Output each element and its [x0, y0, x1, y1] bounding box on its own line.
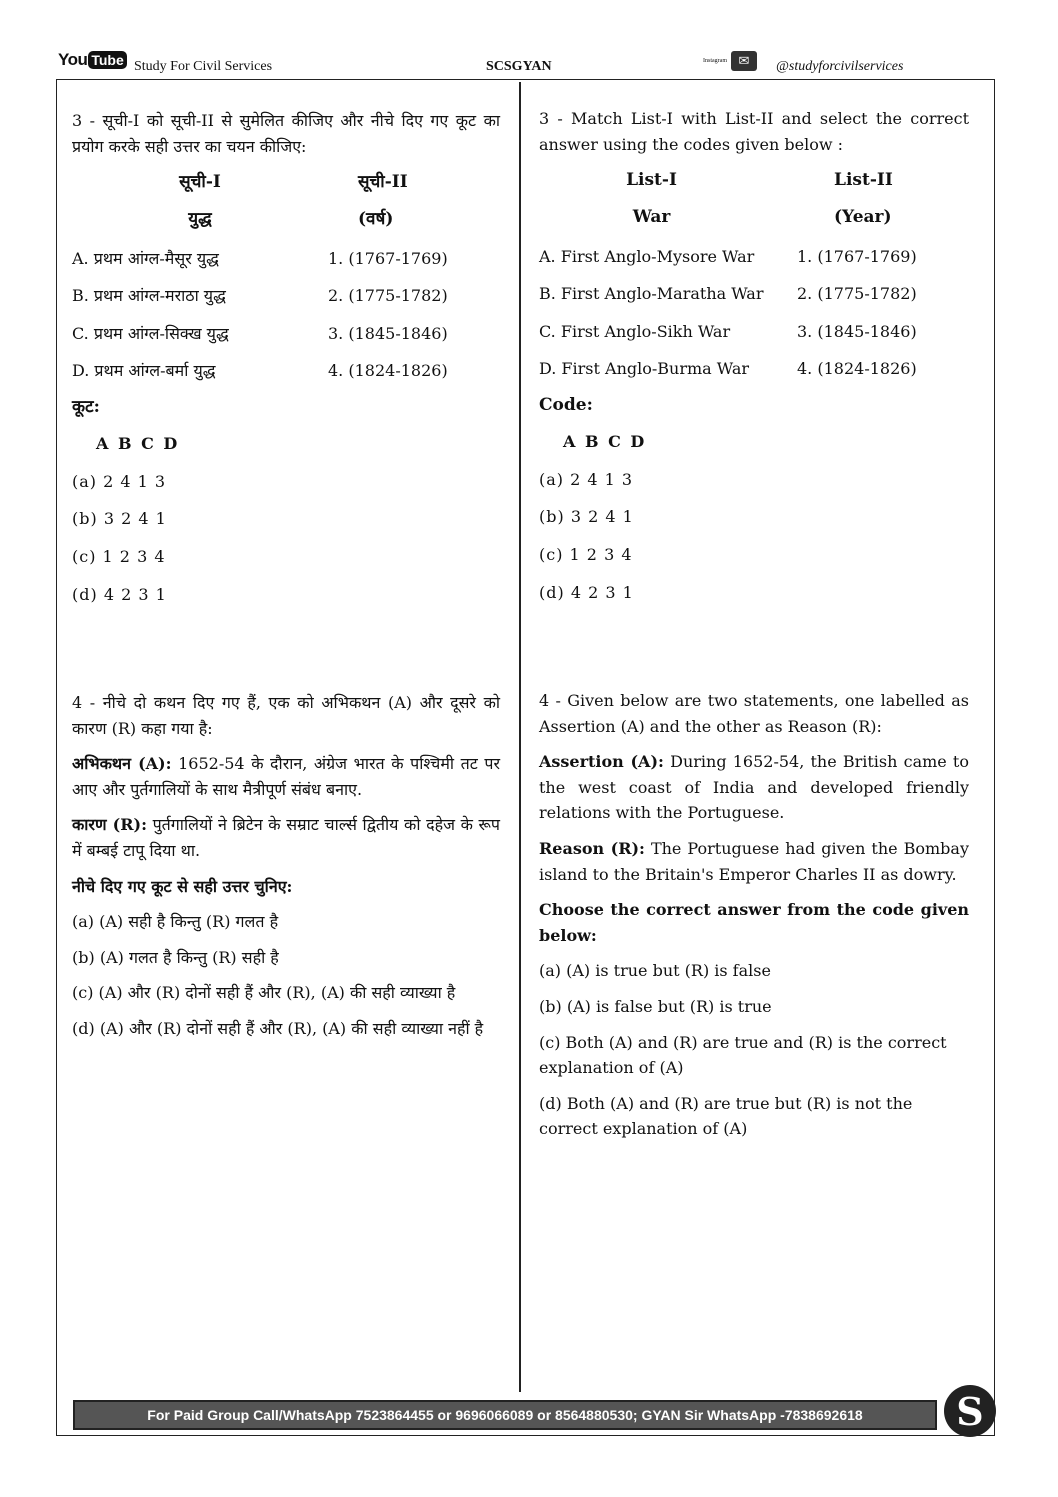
answer-option: (a) (A) is true but (R) is false [539, 961, 771, 981]
answer-option: (d) 4 2 3 1 [539, 582, 634, 602]
list1-item: C. First Anglo-Sikh War [539, 321, 731, 341]
answer-option: (d) 4 2 3 1 [72, 584, 167, 604]
reason-label: कारण (R): [72, 815, 147, 835]
question-intro: 3 - Match List-I with List-II and select the correct answer using the codes given below : [539, 109, 969, 154]
answer-option: (c) (A) और (R) दोनों सही हैं और (R), (A) की सही व्याख्या है [72, 983, 456, 1003]
youtube-logo [58, 50, 127, 70]
choose-instruction: Choose the correct answer from the code given below: [539, 900, 969, 945]
code-label: Code: [539, 394, 593, 415]
answer-option: (b) 3 2 4 1 [72, 509, 167, 529]
instagram-label: Instagram [703, 58, 727, 64]
reason-body: The Portuguese had given the Bombay island to the Britain's Emperor Charles II as dowry. [539, 838, 969, 884]
list-row [72, 358, 500, 384]
answer-option: (c) 1 2 3 4 [539, 544, 633, 564]
code-label: कूट: [72, 396, 100, 417]
reason-text [72, 812, 500, 863]
assertion-text [539, 749, 969, 826]
answer-option: (b) 3 2 4 1 [539, 507, 634, 527]
answer-option: (b) (A) is false but (R) is true [539, 996, 772, 1016]
answer-option: (d) Both (A) and (R) are true but (R) is not the correct explanation of (A) [539, 1093, 913, 1139]
list2-item: 4. (1824-1826) [797, 359, 917, 379]
page-header [58, 50, 998, 78]
list-row [539, 244, 969, 270]
list2-item: 3. (1845-1846) [328, 323, 448, 343]
right-q4 [539, 688, 969, 1142]
instagram-icon: ✉ [731, 51, 757, 71]
list1-heading: सूची-I [179, 172, 221, 193]
list-header [539, 167, 969, 194]
question-intro: 3 - सूची-I को सूची-II से सुमेलित कीजिए और नीचे दिए गए कूट का प्रयोग करके सही उत्तर का चयन कीजिए: [72, 111, 500, 156]
answer-option: (c) 1 2 3 4 [72, 546, 166, 566]
question-intro: 4 - Given below are two statements, one labelled as Assertion (A) and the other as Reason (R): [539, 691, 969, 736]
contact-footer: For Paid Group Call/WhatsApp 7523864455 or 9696066089 or 8564880530; GYAN Sir WhatsApp -7838692618 [73, 1400, 937, 1430]
list2-heading: सूची-II [358, 172, 408, 193]
list2-item: 1. (1767-1769) [328, 248, 448, 268]
assertion-body: 1652-54 के दौरान, अंग्रेज भारत के पश्चिमी तट पर आए और पुर्तगालियों के साथ मैत्रीपूर्ण संबंध बनाए. [72, 754, 501, 799]
assertion-label: Assertion (A): [539, 752, 664, 772]
right-q3 [539, 106, 969, 605]
list-subheader [72, 206, 500, 233]
answer-option: (a) 2 4 1 3 [539, 469, 634, 489]
instagram-badge [703, 51, 757, 71]
code-columns: A B C D [563, 432, 647, 452]
answer-option: (a) (A) सही है किन्तु (R) गलत है [72, 912, 279, 932]
header-title: SCSGYAN [486, 59, 552, 74]
list1-subheading: युद्ध [188, 209, 212, 230]
youtube-logo-tube: Tube [88, 51, 126, 69]
code-columns: A B C D [96, 434, 180, 454]
list2-item: 3. (1845-1846) [797, 321, 917, 341]
list1-item: D. First Anglo-Burma War [539, 359, 750, 379]
assertion-text [72, 751, 500, 802]
list2-item: 2. (1775-1782) [797, 284, 917, 304]
answer-option: (b) (A) गलत है किन्तु (R) सही है [72, 947, 279, 967]
list-row [72, 283, 500, 309]
list1-subheading: War [632, 207, 671, 228]
list2-subheading: (वर्ष) [358, 209, 394, 230]
answer-option: (d) (A) और (R) दोनों सही हैं और (R), (A) की सही व्याख्या नहीं है [72, 1018, 484, 1038]
reason-text [539, 836, 969, 887]
youtube-logo-you: You [58, 50, 88, 69]
answer-option: (a) 2 4 1 3 [72, 471, 167, 491]
column-divider [519, 82, 521, 1392]
assertion-body: During 1652-54, the British came to the west coast of India and developed friendly relations with the Portuguese. [539, 752, 969, 823]
list2-item: 2. (1775-1782) [328, 286, 448, 306]
list1-heading: List-I [626, 170, 677, 191]
answer-option: (c) Both (A) and (R) are true and (R) is the correct explanation of (A) [539, 1032, 947, 1078]
list-row [72, 321, 500, 347]
list2-item: 1. (1767-1769) [797, 246, 917, 266]
channel-name: Study For Civil Services [134, 59, 273, 74]
reason-label: Reason (R): [539, 838, 645, 858]
social-handle: @studyforcivilservices [776, 59, 904, 74]
question-intro: 4 - नीचे दो कथन दिए गए हैं, एक को अभिकथन (A) और दूसरे को कारण (R) कहा गया है: [72, 693, 500, 738]
list-header [72, 169, 500, 196]
list-row [539, 356, 969, 382]
left-q4 [72, 690, 500, 1042]
list-row [539, 281, 969, 307]
brand-logo: S [944, 1385, 996, 1437]
list-subheader [539, 204, 969, 231]
list2-item: 4. (1824-1826) [328, 361, 448, 381]
list1-item: B. First Anglo-Maratha War [539, 284, 764, 304]
list1-item: D. प्रथम आंग्ल-बर्मा युद्ध [72, 361, 216, 381]
list1-item: B. प्रथम आंग्ल-मराठा युद्ध [72, 286, 226, 306]
choose-instruction: नीचे दिए गए कूट से सही उत्तर चुनिए: [72, 876, 293, 896]
assertion-label: अभिकथन (A): [72, 754, 172, 774]
list-row [72, 246, 500, 272]
list2-subheading: (Year) [834, 207, 892, 228]
list-row [539, 319, 969, 345]
reason-body: पुर्तगालियों ने ब्रिटेन के सम्राट चार्ल्स द्वितीय को दहेज के रूप में बम्बई टापू दिया था. [72, 815, 500, 860]
list1-item: C. प्रथम आंग्ल-सिक्ख युद्ध [72, 323, 229, 343]
left-q3 [72, 108, 500, 607]
list2-heading: List-II [834, 170, 893, 191]
list1-item: A. प्रथम आंग्ल-मैसूर युद्ध [72, 248, 219, 268]
list1-item: A. First Anglo-Mysore War [539, 246, 755, 266]
